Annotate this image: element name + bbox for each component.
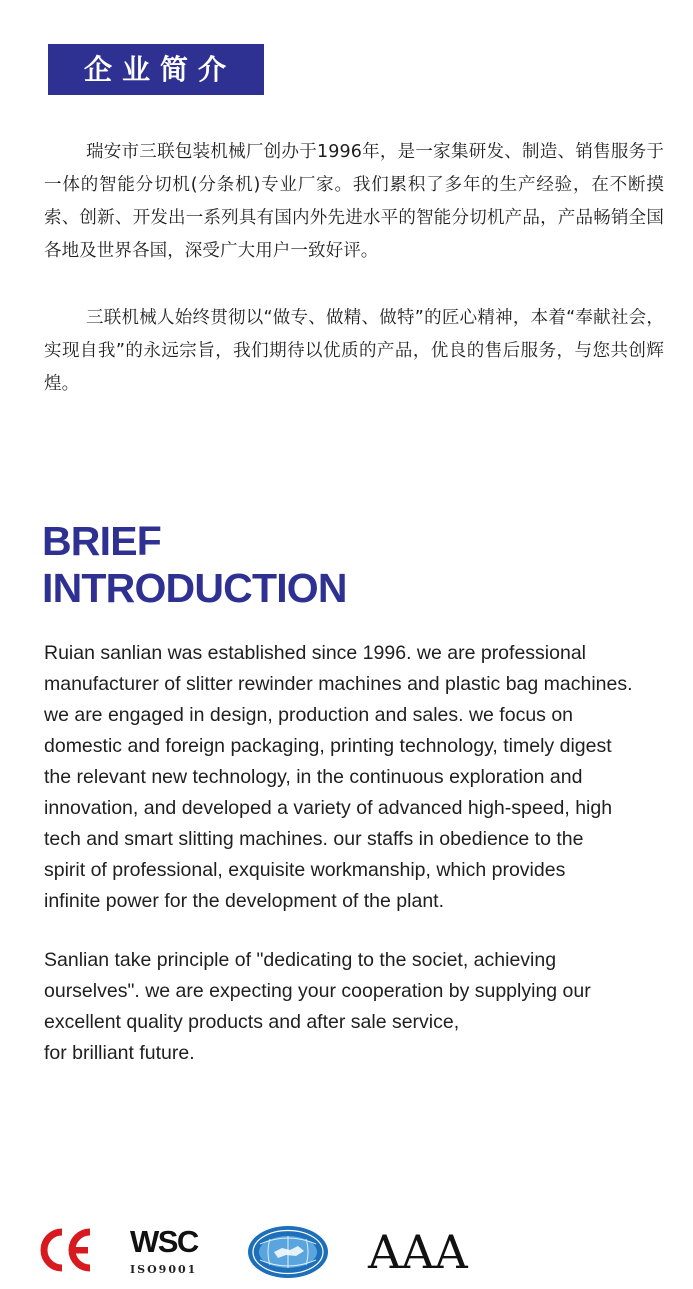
cn-paragraph-1: 瑞安市三联包装机械厂创办于1996年，是一家集研发、制造、销售服务于一体的智能分切机(分条机)专业厂家。我们累积了多年的生产经验，在不断摸索、创新、开发出一系列具有国内外先进水平的智能分切机产品，产品畅销全国各地及世界各国，深受广大用户一致好评。 (44, 142, 664, 261)
cn-paragraph-2: 三联机械人始终贯彻以“做专、做精、做特”的匠心精神，本着“奉献社会，实现自我”的永远宗旨，我们期待以优质的产品，优良的售后服务，与您共创辉煌。 (44, 308, 664, 394)
en-paragraph-1: Ruian sanlian was established since 1996. we are professional manufacturer of slitter rewinder machines and plastic bag machines. we are engaged in design, production and sales. we focus on domestic and foreign packaging, printing technology, timely digest the relevant new technology, in the continuous exploration and innovation, and developed a variety of advanced high-speed, high tech and smart slitting machines. our staffs in obedience to the spirit of professional, exquisite workmanship, which provides infinite power for the development of the plant. (44, 642, 633, 912)
ce-mark-icon (38, 1222, 94, 1278)
wsc-iso9001-logo (130, 1226, 214, 1280)
en-paragraph-2: Sanlian take principle of "dedicating to the societ, achieving ourselves". we are expecting your cooperation by supplying our excellent quality products and after sale service, for brilliant future. (44, 949, 591, 1064)
en-section-title (42, 518, 562, 612)
certification-logos (38, 1222, 468, 1286)
wsc-mark: WSC (130, 1224, 198, 1259)
en-intro-text (44, 638, 684, 1097)
en-title-line-1: BRIEF (42, 518, 162, 564)
cn-intro-text (44, 136, 664, 435)
cn-section-title: 企业简介 (48, 44, 264, 95)
en-title-line-2: INTRODUCTION (42, 565, 347, 611)
aaa-credit-rating: AAA (368, 1225, 468, 1279)
iso9001-label: ISO9001 (130, 1263, 198, 1276)
iaf-badge-icon (246, 1224, 330, 1280)
